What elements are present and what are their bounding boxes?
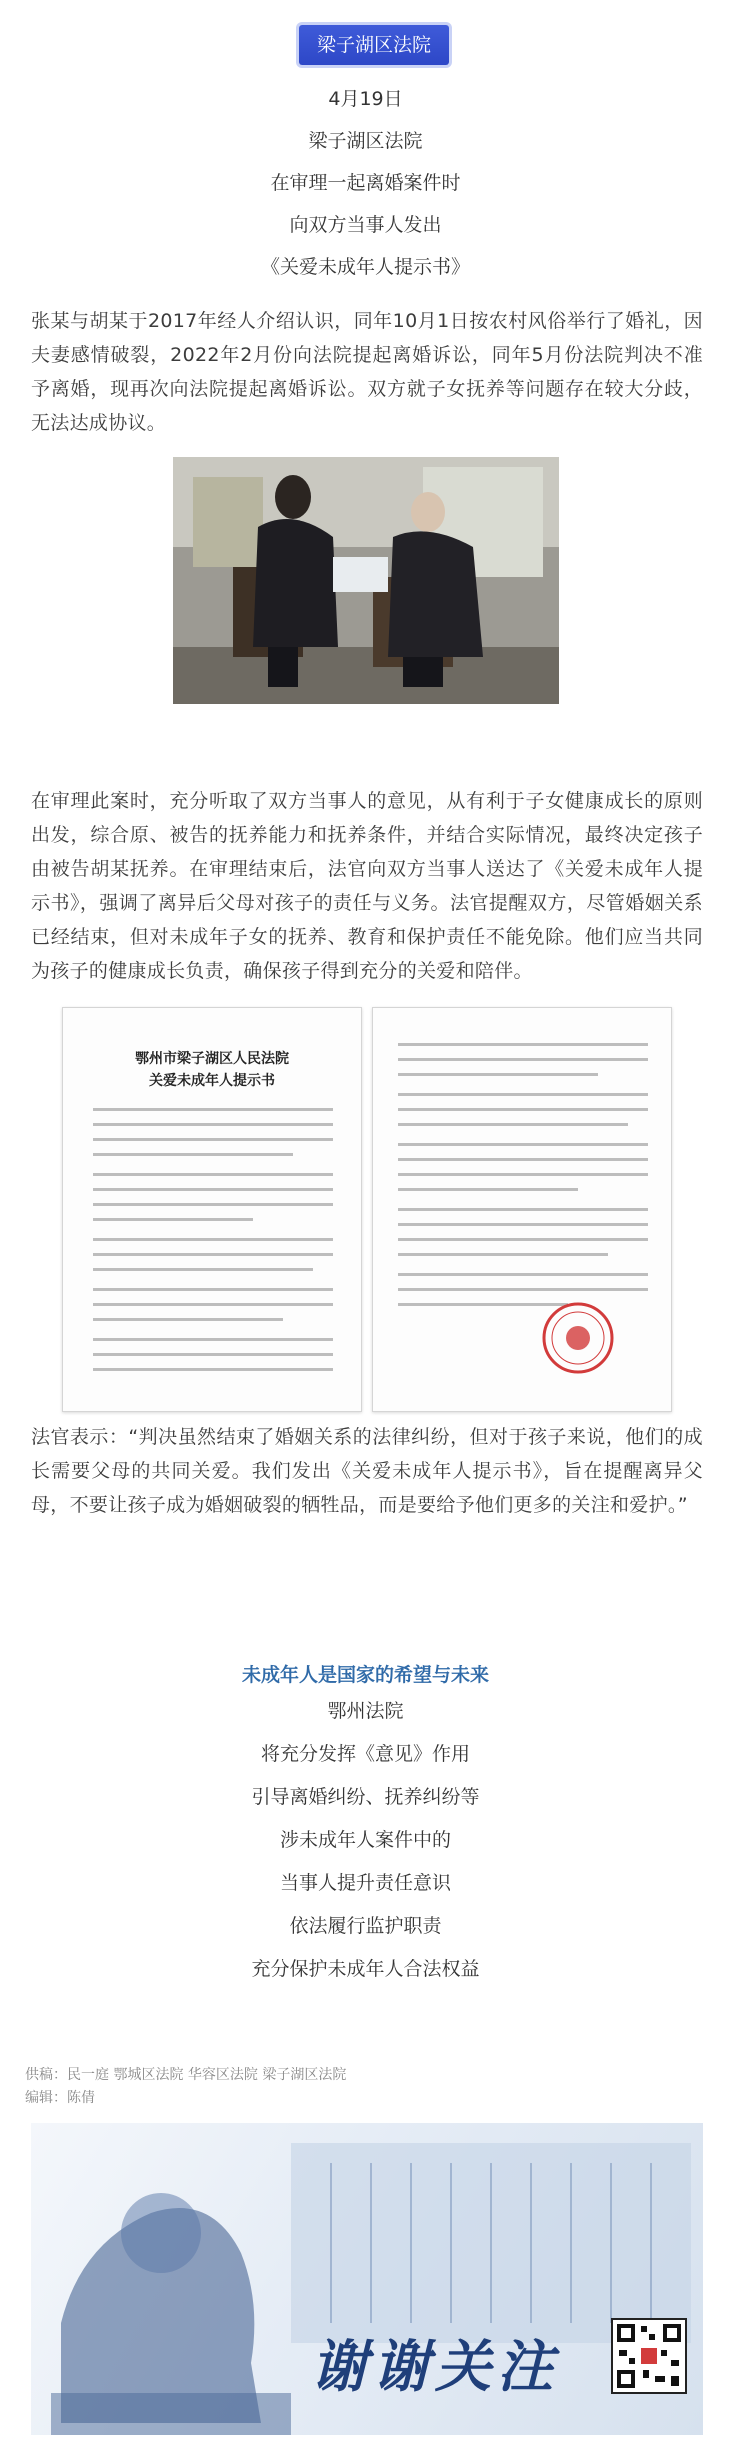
document-text-line xyxy=(398,1158,648,1161)
document-title: 关爱未成年人提示书 xyxy=(149,1073,275,1089)
document-court-title: 鄂州市梁子湖区人民法院 xyxy=(135,1051,289,1067)
document-text-line xyxy=(398,1073,598,1076)
reminder-document-scan xyxy=(62,1007,672,1412)
closing-line: 引导离婚纠纷、抚养纠纷等 xyxy=(251,1786,480,1808)
document-text-line xyxy=(93,1108,333,1111)
thanks-banner xyxy=(31,2123,703,2435)
document-text-line xyxy=(398,1238,648,1241)
document-page-1 xyxy=(62,1007,362,1412)
court-seal-icon xyxy=(538,1298,618,1378)
closing-line: 将充分发挥《意见》作用 xyxy=(260,1743,470,1765)
document-text-line xyxy=(398,1108,648,1111)
hearing-photo xyxy=(173,457,559,704)
document-text-line xyxy=(93,1368,333,1371)
document-text-line xyxy=(398,1253,608,1256)
document-text-line xyxy=(398,1273,648,1276)
court-tag: 梁子湖区法院 xyxy=(299,25,449,65)
closing-line: 充分保护未成年人合法权益 xyxy=(251,1958,480,1980)
document-text-line xyxy=(93,1318,283,1321)
closing-block xyxy=(0,1690,731,1991)
qr-code-icon xyxy=(611,2318,687,2394)
document-text-line xyxy=(93,1353,333,1356)
document-text-line xyxy=(93,1153,293,1156)
closing-line: 涉未成年人案件中的 xyxy=(279,1829,451,1851)
document-text-line xyxy=(93,1303,333,1306)
closing-line: 鄂州法院 xyxy=(327,1700,404,1722)
intro-line: 在审理一起离婚案件时 xyxy=(270,172,461,194)
closing-line: 当事人提升责任意识 xyxy=(279,1872,451,1894)
document-page-2 xyxy=(372,1007,672,1412)
credits-source: 供稿：民一庭 鄂城区法院 华容区法院 梁子湖区法院 xyxy=(25,2067,347,2083)
document-text-line xyxy=(93,1288,333,1291)
closing-line: 依法履行监护职责 xyxy=(289,1915,442,1937)
document-text-line xyxy=(93,1203,333,1206)
document-text-line xyxy=(398,1288,648,1291)
document-text-line xyxy=(398,1123,628,1126)
document-text-line xyxy=(93,1253,333,1256)
document-text-line xyxy=(398,1188,578,1191)
document-text-line xyxy=(93,1173,333,1176)
credits xyxy=(25,2064,346,2110)
intro-date: 4月19日 xyxy=(328,88,403,110)
document-text-line xyxy=(93,1238,333,1241)
document-text-line xyxy=(93,1268,313,1271)
intro-court: 梁子湖区法院 xyxy=(308,130,423,152)
section-title: 未成年人是国家的希望与未来 xyxy=(241,1664,489,1686)
document-text-line xyxy=(93,1123,333,1126)
document-text-line xyxy=(398,1208,648,1211)
hearing-photo-illustration xyxy=(173,457,559,704)
document-text-line xyxy=(398,1173,648,1176)
document-text-line xyxy=(93,1188,333,1191)
document-text-line xyxy=(93,1138,333,1141)
intro-block xyxy=(0,78,731,288)
credits-editor: 编辑：陈倩 xyxy=(25,2090,95,2106)
trial-process-paragraph: 在审理此案时，充分听取了双方当事人的意见，从有利于子女健康成长的原则出发，综合原、被告的抚养能力和抚养条件，并结合实际情况，最终决定孩子由被告胡某抚养。在审理结束后，法官向双方当事人送达了《关爱未成年人提示书》，强调了离异后父母对孩子的责任与义务。法官提醒双方，尽管婚姻关系已经结束，但对未成年子女的抚养、教育和保护责任不能免除。他们应当共同为孩子的健康成长负责，确保孩子得到充分的关爱和陪伴。 xyxy=(31,790,703,982)
document-text-line xyxy=(398,1143,648,1146)
intro-document-name: 《关爱未成年人提示书》 xyxy=(260,256,470,278)
case-background-paragraph: 张某与胡某于2017年经人介绍认识，同年10月1日按农村风俗举行了婚礼，因夫妻感情破裂，2022年2月份向法院提起离婚诉讼，同年5月份法院判决不准予离婚，现再次向法院提起离婚诉讼。双方就子女抚养等问题存在较大分歧，无法达成协议。 xyxy=(31,310,703,434)
document-text-line xyxy=(398,1093,648,1096)
judge-statement-paragraph: 法官表示：“判决虽然结束了婚姻关系的法律纠纷，但对于孩子来说，他们的成长需要父母的共同关爱。我们发出《关爱未成年人提示书》，旨在提醒离异父母，不要让孩子成为婚姻破裂的牺牲品，而是要给予他们更多的关注和爱护。” xyxy=(31,1426,703,1516)
document-text-line xyxy=(93,1218,253,1221)
document-text-line xyxy=(93,1338,333,1341)
thanks-text: 谢谢关注 xyxy=(311,2334,559,2400)
document-text-line xyxy=(398,1223,648,1226)
document-text-line xyxy=(398,1058,648,1061)
intro-line: 向双方当事人发出 xyxy=(289,214,442,236)
document-text-line xyxy=(398,1043,648,1046)
